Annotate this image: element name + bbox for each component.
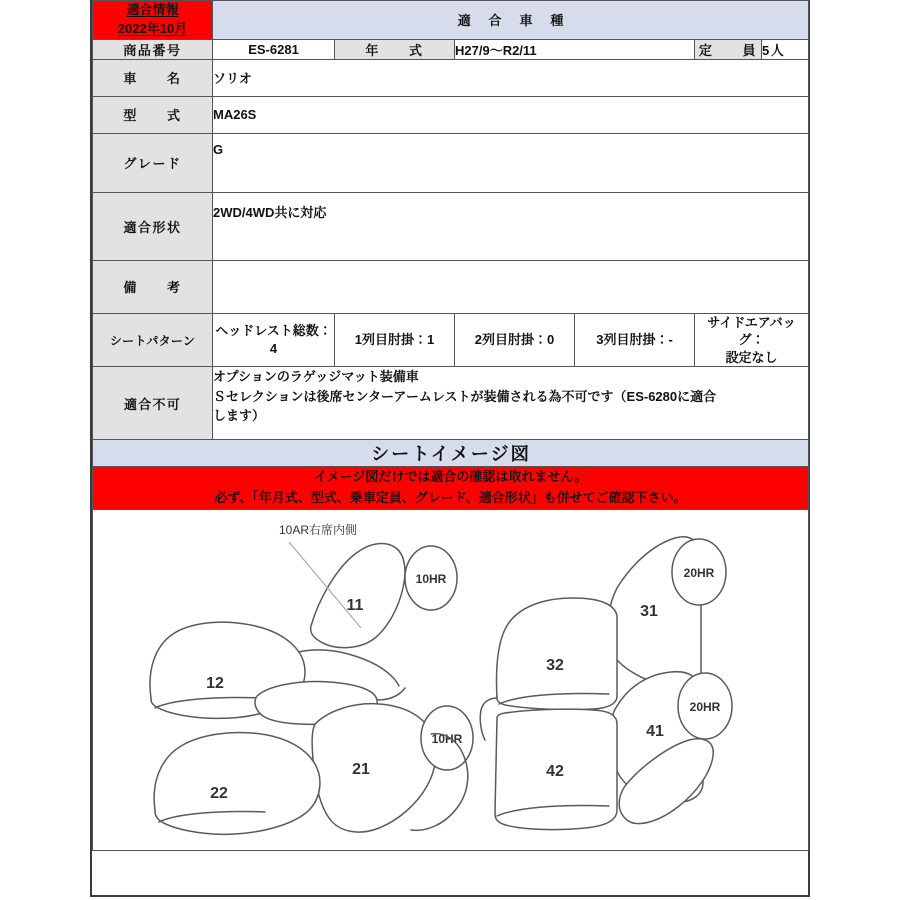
headrest-rear-lower-label: 20HR <box>689 699 721 714</box>
seat-pattern-row3-armrest: 3列目肘掛：- <box>575 313 695 367</box>
capacity-label: 定 員 <box>695 40 762 59</box>
rear-left-contour <box>480 698 497 740</box>
info-badge <box>93 1 213 40</box>
not-compatible-line3: します） <box>213 408 266 424</box>
warning-line1: イメージ図だけでは適合の確認は取れません。 <box>313 469 588 485</box>
remarks-label: 備 考 <box>93 260 213 313</box>
side-airbag-line2: 設定なし <box>725 349 778 365</box>
seat-pattern-headrest-total: ヘッドレスト総数：4 <box>213 313 335 367</box>
seat-diagram-row <box>93 509 809 850</box>
grade-label: グレード <box>93 133 213 192</box>
part-21-number: 21 <box>352 760 370 778</box>
side-airbag-line1: サイドエアバッグ： <box>707 314 796 348</box>
seat-pattern-row2-armrest: 2列目肘掛：0 <box>455 313 575 367</box>
capacity-value: 5人 <box>762 40 809 59</box>
year-value: H27/9〜R2/11 <box>455 39 695 59</box>
remarks-value <box>213 260 809 313</box>
fitment-table <box>92 0 809 851</box>
fit-shape-value: 2WD/4WD共に対応 <box>213 192 809 260</box>
headrest-rear-upper-label: 20HR <box>683 565 715 580</box>
car-name-value: ソリオ <box>213 59 809 96</box>
annotation-10ar-label: 10AR右席内側 <box>279 522 358 537</box>
seat-diagram <box>93 510 808 850</box>
part-31-number: 31 <box>640 602 658 620</box>
part-32-number: 32 <box>546 656 564 674</box>
car-name-row <box>93 59 809 96</box>
info-badge-line2: 2022年10月 <box>117 20 188 36</box>
seat-pattern-side-airbag <box>695 313 809 367</box>
seat-pattern-row <box>93 313 809 367</box>
grade-row <box>93 133 809 192</box>
part-11-backrest <box>311 543 405 647</box>
part-22-cushion <box>154 732 320 834</box>
not-compatible-label: 適合不可 <box>93 367 213 440</box>
warning-row <box>93 467 809 510</box>
part-12-number: 12 <box>206 674 224 692</box>
info-badge-line1: 適合情報 <box>126 2 179 17</box>
grade-value: G <box>213 133 809 192</box>
warning-banner <box>93 467 809 510</box>
model-code-value: MA26S <box>213 96 809 133</box>
front-contour-upper <box>299 650 399 686</box>
part-22-number: 22 <box>210 784 228 802</box>
header-row <box>93 1 809 40</box>
fitment-sheet <box>90 0 810 897</box>
product-row <box>93 39 809 59</box>
model-code-row <box>93 96 809 133</box>
not-compatible-row <box>93 367 809 440</box>
car-name-label: 車 名 <box>93 59 213 96</box>
seat-diagram-cell <box>93 509 809 850</box>
not-compatible-text <box>213 367 809 440</box>
not-compatible-line2: Ｓセレクションは後席センターアームレストが装備される為不可です（ES-6280に適合 <box>213 388 717 404</box>
seat-image-title-row <box>93 440 809 467</box>
part-41-number: 41 <box>646 722 664 740</box>
headrest-front-upper-label: 10HR <box>415 571 447 586</box>
warning-line2: 必ず、「年月式、型式、乗車定員、グレード、適合形状」も併せてご確認下さい。 <box>214 490 687 506</box>
fit-shape-label: 適合形状 <box>93 192 213 260</box>
year-label: 年 式 <box>335 39 455 59</box>
not-compatible-line1: オプションのラゲッジマット装備車 <box>213 369 419 385</box>
remarks-row <box>93 260 809 313</box>
seat-image-section-title: シートイメージ図 <box>93 440 809 467</box>
part-32-backrest <box>497 598 617 710</box>
page-title: 適 合 車 種 <box>213 1 809 40</box>
part-42-number: 42 <box>546 762 564 780</box>
part-21-cushion <box>312 704 436 832</box>
model-code-label: 型 式 <box>93 96 213 133</box>
seat-diagram-svg <box>93 510 808 850</box>
part-11-number: 11 <box>346 596 364 614</box>
capacity-pair <box>695 39 809 59</box>
product-number-label: 商品番号 <box>93 39 213 59</box>
front-contour-link <box>377 688 405 700</box>
fit-shape-row <box>93 192 809 260</box>
seat-pattern-row1-armrest: 1列目肘掛：1 <box>335 313 455 367</box>
headrest-front-lower-label: 10HR <box>431 731 463 746</box>
seat-pattern-label: シートパターン <box>93 313 213 367</box>
product-number-value: ES-6281 <box>213 39 335 59</box>
